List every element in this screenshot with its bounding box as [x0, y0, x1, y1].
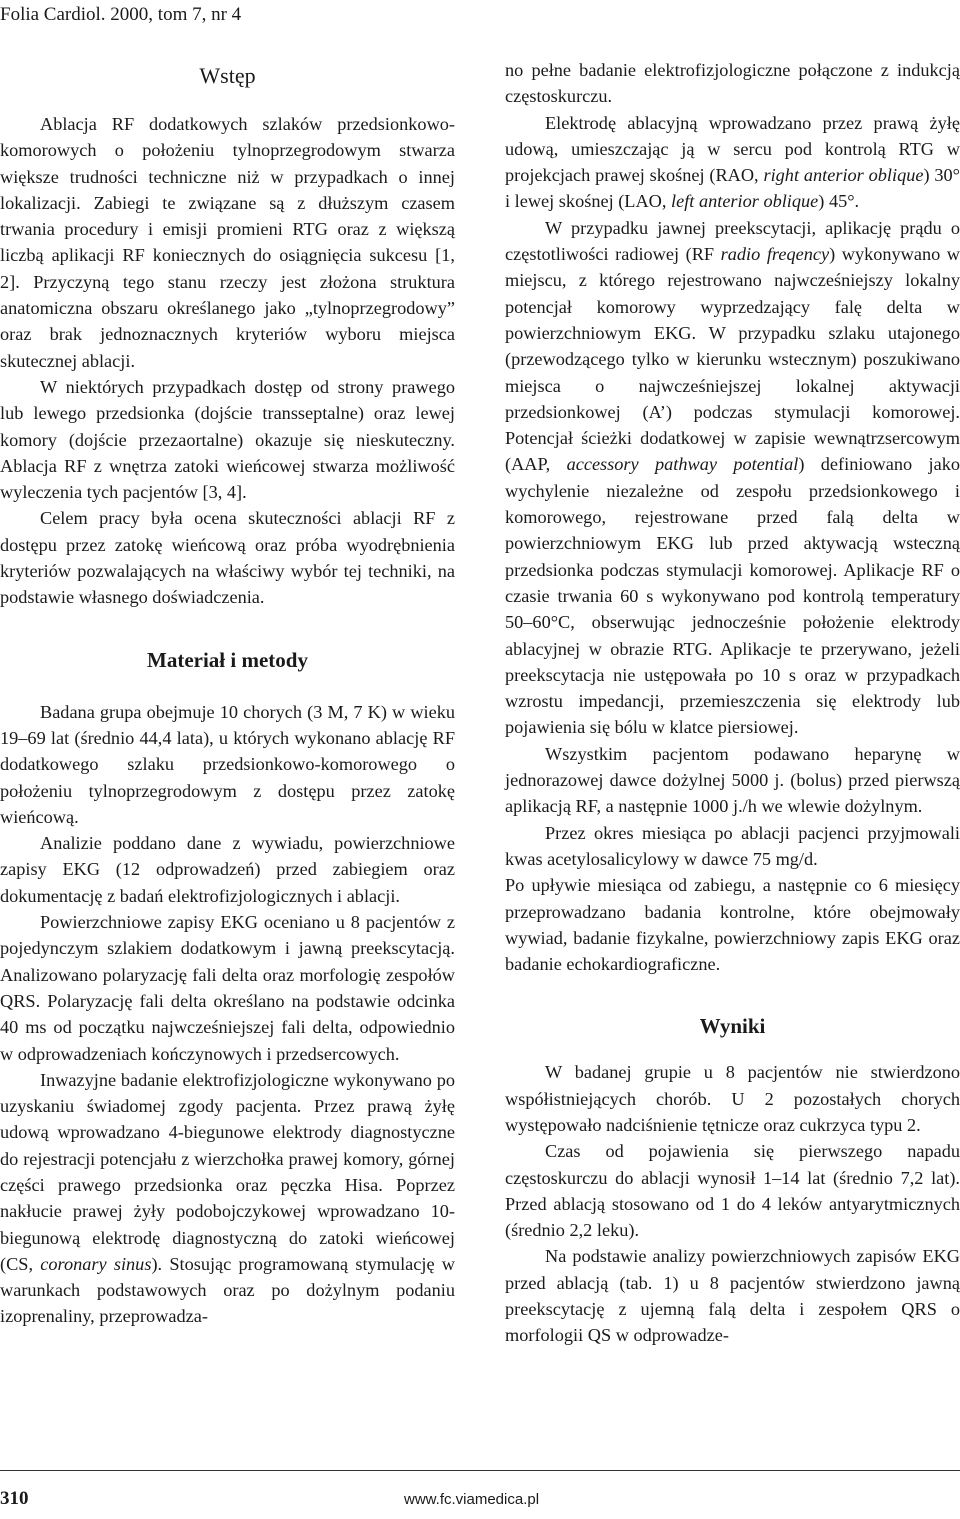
methods-paragraph-electrode	[505, 110, 960, 215]
electrode-italic-rao: right anterior oblique	[763, 165, 924, 186]
section-heading-methods: Materiał i metody	[147, 647, 308, 672]
results-paragraph-1: W badanej grupie u 8 pacjentów nie stwierdzono współistniejących chorób. U 2 pozostałych chorych występowało nadciśnienie tętnicze oraz cukrzyca typu 2.	[505, 1062, 960, 1135]
electrode-text-a: Elektrodę ablacyjną wprowadzano przez prawą żyłę udową, umieszczając ją w sercu pod kontrolą RTG w projekcjach prawej skośnej (RAO,	[505, 112, 960, 186]
electrode-text-c: ) 45°.	[818, 191, 860, 212]
methods-continued-paragraph: no pełne badanie elektrofizjologiczne połączone z indukcją częstoskurczu.	[505, 60, 960, 107]
electrode-italic-lao: left anterior oblique	[671, 191, 819, 212]
methods-paragraph-aspirin: Przez okres miesiąca po ablacji pacjenci przyjmowali kwas acetylosalicylowy w dawce 75 mg/d.	[505, 822, 960, 869]
ablation-text-a: W przypadku jawnej preekscytacji, aplikację prądu o częstotliwości radiowej (RF	[505, 217, 960, 265]
intro-paragraph-1: Ablacja RF dodatkowych szlaków przedsionkowo-komorowych o położeniu tylnoprzegrodowym stwarza większe trudności techniczne niż w przypadkach o innej lokalizacji. Zabiegi te związane są z dłuższym czasem trwania procedury i emisji promieni RTG oraz z większą liczbą aplikacji RF koniecznych do osiągnięcia sukcesu [1, 2]. Przyczyną tego stanu rzeczy jest złożona struktura anatomiczna obszaru określanego jako „tylnoprzegrodowy” oraz brak jednoznacznych kryteriów wyboru miejsca skutecznej ablacji.	[0, 114, 455, 371]
methods-paragraph-heparin: Wszystkim pacjentom podawano heparynę w jednorazowej dawce dożylnej 5000 j. (bolus) przed pierwszą aplikacją RF, a następnie 1000 j./h we wlewie dożylnym.	[505, 743, 960, 817]
methods-paragraph-3: Powierzchniowe zapisy EKG oceniano u 8 pacjentów z pojedynczym szlakiem dodatkowym i jawną preekscytacją. Analizowano polaryzację fali delta oraz morfologię zespołów QRS. Polaryzację fali delta określano na podstawie odcinka 40 ms od początku najwcześniejszej fali delta, odpowiednio w odprowadzeniach kończynowych i przedsercowych.	[0, 912, 455, 1064]
page-number: 310	[0, 1488, 29, 1509]
intro-paragraph-3: Celem pracy była ocena skuteczności ablacji RF z dostępu przez zatokę wieńcową oraz próba wyodrębnienia kryteriów pozwalających na właściwy wybór tej techniki, na podstawie własnego doświadczenia.	[0, 508, 455, 608]
methods-paragraph-1: Badana grupa obejmuje 10 chorych (3 M, 7 K) w wieku 19–69 lat (średnio 44,4 lata), u których wykonano ablację RF dodatkowego szlaku przedsionkowo-komorowego o położeniu tylnoprzegrodowym z dostępu przez zatokę wieńcową.	[0, 701, 455, 827]
section-heading-introduction: Wstęp	[199, 63, 256, 88]
footer-url: www.fc.viamedica.pl	[404, 1491, 540, 1508]
electrode-text-b: ) 30° i lewej skośnej (LAO,	[505, 165, 960, 212]
methods-paragraph-followup: Po upływie miesiąca od zabiegu, a następnie co 6 miesięcy przeprowadzano badania kontrolne, które obejmowały wywiad, badanie fizykalne, powierzchniowy zapis EKG oraz badanie echokardiograficzne.	[505, 875, 960, 975]
methods-paragraph-ablation-site	[505, 215, 960, 741]
results-paragraph-3: Na podstawie analizy powierzchniowych zapisów EKG przed ablacją (tab. 1) u 8 pacjentów stwierdzono jawną preekscytację z ujemną falą delta i zespołem QRS o morfologii QS w odprowadze-	[505, 1246, 960, 1346]
methods-paragraph-4-text-b: ). Stosując programowaną stymulację w warunkach podstawowych oraz po dożylnym podaniu izoprenaliny, przeprowadza-	[0, 1253, 456, 1327]
methods-paragraph-2: Analizie poddano dane z wywiadu, powierzchniowe zapisy EKG (12 odprowadzeń) przed zabiegiem oraz dokumentację z badań elektrofizjologicznych i ablacji.	[0, 833, 455, 906]
section-heading-results: Wyniki	[699, 1014, 766, 1039]
methods-paragraph-4-italic: coronary sinus	[40, 1253, 152, 1274]
methods-paragraph-4-text-a: Inwazyjne badanie elektrofizjologiczne wykonywano po uzyskaniu świadomej zgody pacjenta. Przez prawą żyłę udową wprowadzano 4-biegunowe elektrody diagnostyczne do rejestracji potencjału z wierzchołka prawej komory, górnej części prawego przedsionka oraz pęczka Hisa. Poprzez nakłucie prawej żyły podobojczykowej wprowadzano 10-biegunową elektrodę diagnostyczną do zatoki wieńcowej (CS,	[0, 1069, 455, 1274]
ablation-italic-rf: radio freqency	[720, 244, 830, 265]
left-column	[0, 0, 455, 1330]
results-paragraph-2: Czas od pojawienia się pierwszego napadu częstoskurczu do ablacji wynosił 1–14 lat (średnio 7,2 lat). Przed ablacją stosowano od 1 do 4 leków antyarytmicznych (średnio 2,2 leku).	[505, 1141, 960, 1241]
methods-paragraph-4	[0, 1067, 455, 1330]
ablation-text-b: ) wykonywano w miejscu, z którego rejestrowano najwcześniejszy lokalny potencjał komorowy wyprzedzający falę delta w powierzchniowym EKG. W przypadku szlaku utajonego (przewodzącego tylko w kierunku wstecznym) poszukiwano miejsca o najwcześniejszej lokalnej aktywacji przedsionkowej (A’) podczas stymulacji komorowej. Potencjał ścieżki dodatkowej w zapisie wewnątrzsercowym (AAP,	[505, 244, 960, 475]
right-column	[505, 0, 960, 1349]
running-header: Folia Cardiol. 2000, tom 7, nr 4	[0, 4, 242, 25]
ablation-italic-aap: accessory pathway potential	[566, 454, 799, 475]
ablation-text-c: ) definiowano jako wychylenie niezależne od zespołu przedsionkowego i komorowego, rejestrowane przed falą delta w powierzchniowym EKG lub przed aktywacją wsteczną przedsionka podczas stymulacji komorowej. Aplikacje RF o czasie trwania 60 s wykonywano pod kontrolą temperatury 50–60°C, obserwując jednocześnie położenie elektrody ablacyjnej w obrazie RTG. Aplikacje te przerywano, jeżeli preekscytacja nie ustępowała po 10 s oraz w przypadkach wzrostu impedancji, przemieszczenia się elektrody lub pojawienia się bólu w klatce piersiowej.	[505, 454, 960, 738]
intro-paragraph-2: W niektórych przypadkach dostęp od strony prawego lub lewego przedsionka (dojście transseptalne) oraz lewej komory (dojście przezaortalne) okazuje się nieskuteczny. Ablacja RF z wnętrza zatoki wieńcowej stwarza możliwość wyleczenia tych pacjentów [3, 4].	[0, 376, 455, 503]
footer-divider	[0, 1470, 960, 1471]
